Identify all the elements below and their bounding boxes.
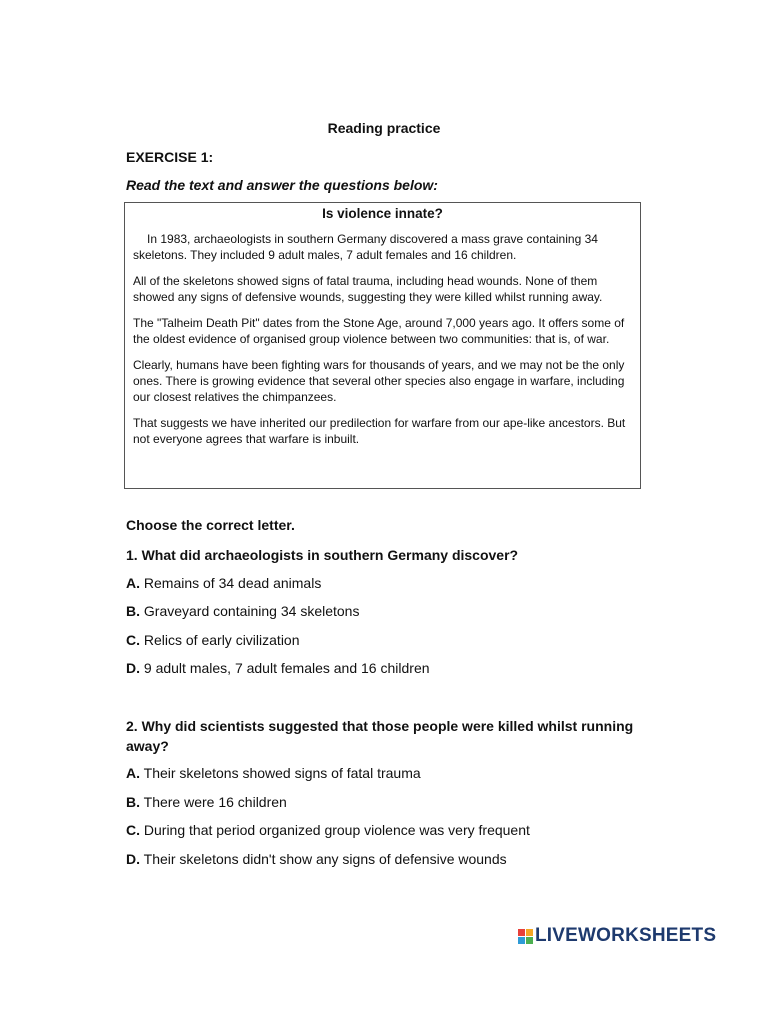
question-2-option-d[interactable] [126, 849, 507, 869]
option-text: Remains of 34 dead animals [143, 575, 322, 591]
question-1-option-c[interactable] [126, 630, 300, 650]
option-text: Relics of early civilization [143, 632, 300, 648]
reading-paragraph-5: That suggests we have inherited our predilection for warfare from our ape-like ancestors. But not everyone agrees that warfare is inbuilt. [133, 416, 626, 446]
logo-square-blue [518, 937, 525, 944]
reading-box [124, 202, 641, 489]
option-text: During that period organized group violence was very frequent [143, 822, 530, 838]
option-text: Their skeletons didn't show any signs of defensive wounds [143, 851, 507, 867]
option-letter: A. [126, 575, 140, 591]
logo-text: LIVEWORKSHEETS [535, 925, 717, 946]
question-2-option-a[interactable] [126, 763, 421, 783]
logo-square-green [526, 937, 533, 944]
question-1-option-d[interactable] [126, 658, 430, 678]
option-letter: D. [126, 660, 140, 676]
option-letter: B. [126, 603, 140, 619]
option-letter: A. [126, 765, 140, 781]
option-text: There were 16 children [143, 794, 287, 810]
question-2-option-b[interactable] [126, 792, 287, 812]
question-2-option-c[interactable] [126, 820, 530, 840]
liveworksheets-logo[interactable] [518, 925, 716, 947]
exercise-label: EXERCISE 1: [126, 149, 214, 165]
reading-paragraph-2: All of the skeletons showed signs of fatal trauma, including head wounds. None of them showed any signs of defensive wounds, suggesting they were killed whilst running away. [133, 274, 603, 304]
question-1: 1. What did archaeologists in southern Germany discover? [126, 547, 519, 563]
question-1-option-b[interactable] [126, 601, 359, 621]
reading-paragraph-4: Clearly, humans have been fighting wars for thousands of years, and we may not be the only ones. There is growing evidence that several other species also engage in warfare, including our closest relatives the chimpanzees. [133, 358, 625, 404]
choose-instruction: Choose the correct letter. [126, 517, 295, 533]
reading-paragraph-3: The "Talheim Death Pit" dates from the Stone Age, around 7,000 years ago. It offers some of the oldest evidence of organised group violence between two communities: that is, of war. [133, 316, 625, 346]
option-text: 9 adult males, 7 adult females and 16 children [143, 660, 430, 676]
logo-square-red [518, 929, 525, 936]
option-text: Their skeletons showed signs of fatal trauma [143, 765, 421, 781]
logo-square-orange [526, 929, 533, 936]
reading-heading: Is violence innate? [322, 206, 443, 221]
option-letter: C. [126, 822, 140, 838]
reading-paragraph-1: In 1983, archaeologists in southern Germany discovered a mass grave containing 34 skeletons. They included 9 adult males, 7 adult females and 16 children. [133, 232, 598, 262]
page-title: Reading practice [327, 120, 441, 136]
question-1-option-a[interactable] [126, 573, 321, 593]
option-text: Graveyard containing 34 skeletons [143, 603, 360, 619]
option-letter: B. [126, 794, 140, 810]
instruction-text: Read the text and answer the questions below: [126, 177, 438, 193]
liveworksheets-logo-icon [518, 929, 533, 944]
option-letter: D. [126, 851, 140, 867]
option-letter: C. [126, 632, 140, 648]
question-2: 2. Why did scientists suggested that those people were killed whilst running away? [126, 718, 634, 754]
